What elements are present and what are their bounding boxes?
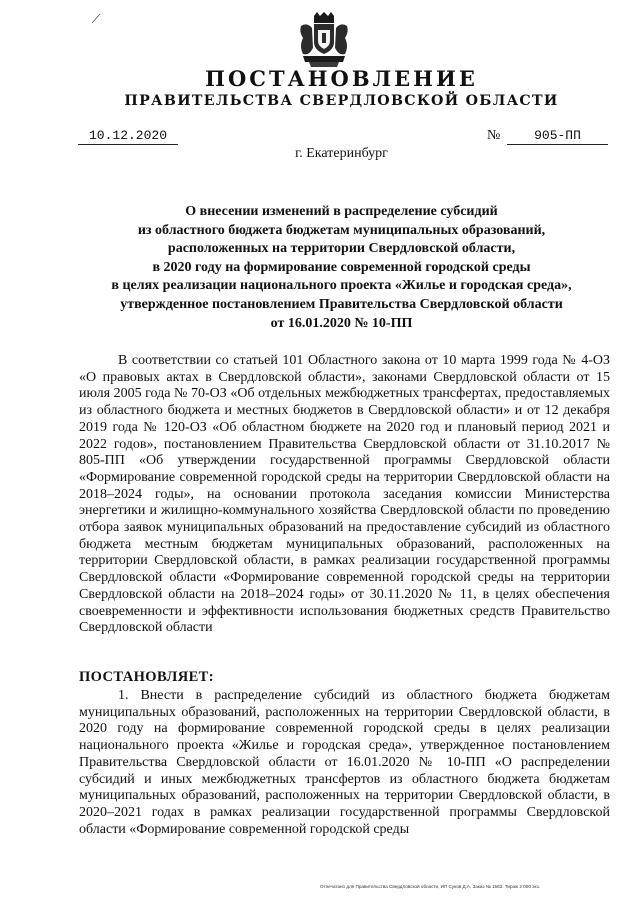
issuing-authority: ПРАВИТЕЛЬСТВА СВЕРДЛОВСКОЙ ОБЛАСТИ bbox=[124, 93, 559, 109]
heading-line: от 16.01.2020 № 10-ПП bbox=[270, 315, 413, 331]
print-footer: Отпечатано для Правительства Свердловской области, ИП Суков Д.А. Заказ № 1563. Тираж 2 000 экз. bbox=[320, 884, 540, 889]
document-type-title: ПОСТАНОВЛЕНИЕ bbox=[205, 66, 478, 91]
heading-line: расположенных на территории Свердловской области, bbox=[167, 241, 516, 257]
resolution-heading bbox=[60, 203, 623, 333]
coat-of-arms-icon bbox=[297, 12, 351, 68]
item-1-paragraph: 1. Внести в распределение субсидий из областного бюджета бюджетам муниципальных образований, расположенных на территории Свердловской области, в 2020 году на формирование современной городской среды в целях реализации национального проекта «Жилье и городская среда», утвержденное постановлением Правительства Свердловской области от 16.01.2020 № 10-ПП «О распределении субсидий и иных межбюджетных трансфертов из областного бюджета бюджетам муниципальных образований, расположенных на территории Свердловской области, в 2020–2021 годах в рамках реализации государственной программы Свердловской области «Формирование современной городской среды bbox=[79, 688, 610, 837]
document-number: 905-ПП bbox=[507, 128, 608, 145]
heading-line: О внесении изменений в распределение субсидий bbox=[185, 204, 498, 219]
heading-line: в 2020 году на формирование современной городской среды bbox=[152, 259, 531, 275]
heading-line: в целях реализации национального проекта «Жилье и городская среда», bbox=[111, 278, 572, 294]
number-label: № bbox=[487, 128, 501, 143]
preamble-paragraph: В соответствии со статьей 101 Областного закона от 10 марта 1999 года № 4-ОЗ «О правовых актах в Свердловской области», законами Свердловской области от 15 июля 2005 года № 70-ОЗ «Об отдельных межбюджетных трансфертах, предоставляемых из областного бюджета и местных бюджетов в Свердловской области» и от 12 декабря 2019 года № 120-ОЗ «Об областном бюджете на 2020 год и плановый период 2021 и 2022 годов», постановлением Правительства Свердловской области от 31.10.2017 № 805-ПП «Об утверждении государственной программы Свердловской области «Формирование современной городской среды на территории Свердловской области на 2018–2024 годы», на основании протокола заседания комиссии Министерства энергетики и жилищно-коммунального хозяйства Свердловской области по проведению отбора заявок муниципальных образований на предоставление субсидий из областного бюджета местным бюджетам муниципальных образований, расположенных на территории Свердловской области, в рамках реализации государственной программы Свердловской области «Формирование современной городской среды на территории Свердловской области на 2018–2024 годы» от 30.11.2020 № 11, в целях обеспечения своевременности и эффективности использования бюджетных средств Правительство Свердловской области bbox=[79, 353, 610, 636]
city-line: г. Екатеринбург bbox=[295, 146, 388, 161]
heading-line: из областного бюджета бюджетам муниципальных образований, bbox=[137, 222, 546, 238]
pen-mark-icon bbox=[90, 12, 102, 24]
resolve-keyword: ПОСТАНОВЛЯЕТ: bbox=[79, 669, 214, 685]
document-date: 10.12.2020 bbox=[78, 128, 178, 145]
heading-line: утвержденное постановлением Правительства Свердловской области bbox=[120, 296, 563, 312]
